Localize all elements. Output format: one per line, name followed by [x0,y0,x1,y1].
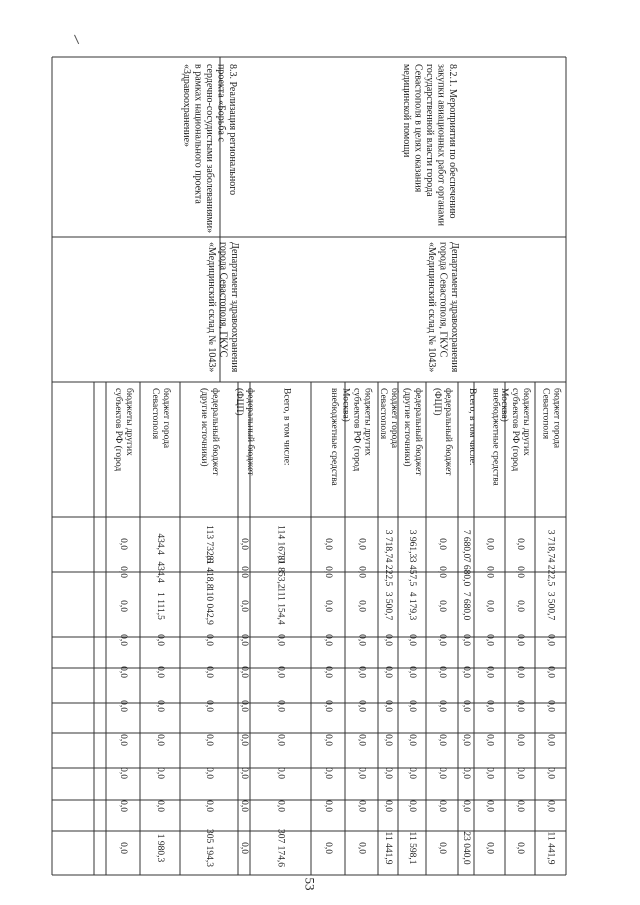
budget-value: 0,0 [238,800,249,812]
budget-value: 0,0 [406,734,417,746]
budget-value: 0,0 [356,634,367,646]
budget-value: 0,0 [154,666,165,678]
budget-value: 0,0 [514,634,525,646]
budget-value: 0,0 [322,600,333,612]
budget-value: 7 680,0 [460,591,471,621]
budget-value: 0,0 [322,700,333,712]
budget-value: 0,0 [203,666,214,678]
measure-name-8-2-1: 8.2.1. Мероприятия по обеспечениюзакупки авиационных работ органамигосударственной власти городаСевастополя в целях оказаниямедицинской помощи [401,64,458,227]
budget-value: 0,0 [484,634,495,646]
budget-value: 0,0 [154,634,165,646]
source-label: федеральный бюджет(другие источники) [199,388,220,476]
budget-value: 0,0 [460,634,471,646]
source-label: бюджет городаСевастополя [540,388,562,449]
budget-value: 0,0 [356,600,367,612]
budget-value: 3 961,3 [406,529,417,559]
source-label: бюджеты другихсубъектов РФ (городМосква) [340,388,373,472]
budget-value: 0,0 [382,734,393,746]
budget-value: 0,0 [484,566,495,578]
budget-value: 0,0 [203,767,214,779]
budget-value: 0,0 [382,700,393,712]
budget-value: 3 718,7 [382,529,393,559]
source-label: внебюджетные средства [490,388,501,486]
budget-value: 0,0 [238,538,249,550]
budget-value: 0,0 [436,800,447,812]
budget-value: 0,0 [356,566,367,578]
budget-value: 0,0 [484,734,495,746]
source-label: внебюджетные средства [329,388,339,486]
budget-value: 0,0 [322,800,333,812]
budget-value: 3 718,7 [545,529,556,559]
budget-value: 0,0 [545,700,556,712]
budget-value: 0,0 [436,734,447,746]
budget-value: 0,0 [203,800,214,812]
budget-value: 4 222,5 [545,557,556,587]
budget-value: 434,4 [154,533,165,555]
budget-value: 305 194,3 [203,829,214,867]
budget-value: 0,0 [356,666,367,678]
budget-value: 0,0 [514,800,525,812]
budget-value: 0,0 [322,566,333,578]
budget-value: 0,0 [275,734,286,746]
budget-value: 113 732,6 [203,525,214,563]
budget-value: 0,0 [382,800,393,812]
page-number: 53 [302,877,318,891]
budget-value: 7 680,0 [460,557,471,587]
budget-value: 0,0 [484,842,495,854]
budget-value: 0,0 [460,666,471,678]
budget-value: 0,0 [154,700,165,712]
source-label: бюджеты другихсубъектов РФ (город [113,388,134,472]
budget-value: 0,0 [484,538,495,550]
source-label: бюджет городаСевастополя [150,388,171,449]
budget-value: 7 680,0 [460,529,471,559]
source-label: Всего, в том числе: [281,388,292,466]
budget-value: 81 418,8 [203,555,214,589]
budget-value: 0,0 [154,767,165,779]
budget-value: 0,0 [382,767,393,779]
budget-value: 0,0 [436,538,447,550]
budget-value: 1 111,5 [154,592,165,620]
budget-value: 0,0 [238,842,249,854]
budget-value: 0,0 [514,767,525,779]
budget-value: 0,0 [117,734,128,746]
budget-value: 0,0 [117,600,128,612]
source-label: федеральный бюджет(другие источники) [402,388,423,476]
budget-value: 0,0 [436,600,447,612]
budget-value: 0,0 [406,767,417,779]
budget-value: 0,0 [545,634,556,646]
source-label: бюджет городаСевастополя [378,388,399,449]
budget-value: 0,0 [322,634,333,646]
budget-value: 11 441,9 [545,831,556,865]
budget-value: 11 598,1 [406,831,417,865]
budget-value: 0,0 [406,800,417,812]
budget-value: 0,0 [117,767,128,779]
budget-value: 0,0 [117,700,128,712]
budget-value: 0,0 [275,666,286,678]
budget-value: 0,0 [436,666,447,678]
budget-value: 0,0 [484,800,495,812]
executor-8-2-1: Департамент здравоохранениягорода Севастополя, ГКУС«Медицинский склад № 1043» [426,242,460,373]
budget-value: 0,0 [275,634,286,646]
budget-value: 0,0 [154,800,165,812]
budget-value: 0,0 [238,566,249,578]
budget-value: 0,0 [460,767,471,779]
budget-value: 0,0 [514,600,525,612]
budget-value: 114 167,0 [275,525,286,563]
budget-value: 3 500,7 [545,591,556,621]
budget-value: 0,0 [322,842,333,854]
budget-value: 4 179,3 [406,591,417,621]
source-label: бюджеты другихсубъектов РФ (городМосква) [499,388,531,472]
budget-value: 0,0 [117,538,128,550]
budget-value: 1 980,3 [154,833,165,863]
budget-value: 0,0 [356,538,367,550]
budget-value: 0,0 [117,842,128,854]
budget-value: 0,0 [203,634,214,646]
budget-value: 0,0 [117,666,128,678]
budget-value: 111 154,4 [275,587,286,625]
budget-value: 0,0 [436,634,447,646]
budget-value: 0,0 [275,700,286,712]
budget-value: 0,0 [356,767,367,779]
budget-value: 4 222,5 [382,557,393,587]
budget-value: 0,0 [203,700,214,712]
budget-value: 0,0 [238,666,249,678]
budget-value: 0,0 [484,600,495,612]
budget-value: 0,0 [460,734,471,746]
budget-value: 0,0 [322,666,333,678]
budget-value: 0,0 [406,700,417,712]
budget-value: 0,0 [322,734,333,746]
budget-value: 0,0 [238,634,249,646]
budget-value: 0,0 [356,800,367,812]
budget-value: 434,4 [154,561,165,583]
budget-value: 0,0 [275,767,286,779]
budget-value: 0,0 [436,566,447,578]
budget-value: 0,0 [514,700,525,712]
budget-value: 0,0 [514,734,525,746]
budget-value: 0,0 [154,734,165,746]
budget-value: 23 040,0 [460,831,471,865]
budget-value: 0,0 [356,700,367,712]
budget-value: 0,0 [238,600,249,612]
budget-value: 0,0 [460,700,471,712]
source-label: федеральный бюджет(ФЦП) [432,388,453,476]
budget-value: 0,0 [545,666,556,678]
source-label: федеральный бюджет(ФЦП) [234,388,255,476]
budget-value: 0,0 [322,767,333,779]
budget-value: 3 457,5 [406,557,417,587]
budget-value: 0,0 [545,734,556,746]
budget-value: 0,0 [117,566,128,578]
budget-value: 0,0 [238,767,249,779]
budget-value: 0,0 [238,734,249,746]
budget-value: 0,0 [382,666,393,678]
budget-value: 0,0 [484,700,495,712]
budget-value: 0,0 [545,800,556,812]
budget-value: 0,0 [514,538,525,550]
measure-name-8-3: 8.3. Реализация региональногопроекта «Борьба ссердечно-сосудистыми заболеваниями»в рамках национального проекта«Здравоохранение» [181,64,238,234]
budget-value: 0,0 [436,700,447,712]
budget-value: 0,0 [484,666,495,678]
budget-value: 0,0 [514,666,525,678]
budget-value: 0,0 [436,842,447,854]
budget-value: 0,0 [514,842,525,854]
budget-value: 0,0 [117,800,128,812]
budget-value: 110 042,9 [203,587,214,625]
budget-value: 0,0 [406,666,417,678]
budget-value: 0,0 [545,767,556,779]
budget-value: 0,0 [238,700,249,712]
budget-value: 0,0 [406,634,417,646]
budget-value: 0,0 [322,538,333,550]
budget-value: 3 500,7 [382,591,393,621]
budget-value: 81 853,2 [275,555,286,589]
budget-value: 0,0 [356,734,367,746]
budget-value: 0,0 [436,767,447,779]
budget-value: 0,0 [514,566,525,578]
budget-value: 0,0 [275,800,286,812]
executor-8-3: Департамент здравоохранениягорода Севастополя, ГКУС«Медицинский склад № 1043» [206,242,240,373]
budget-value: 0,0 [356,842,367,854]
budget-value: 307 174,6 [275,829,286,867]
source-label: Всего, в том числе: [467,388,477,466]
budget-value: 11 441,9 [382,831,393,865]
budget-value: 0,0 [203,734,214,746]
budget-value: 0,0 [460,800,471,812]
budget-value: 0,0 [484,767,495,779]
budget-value: 0,0 [117,634,128,646]
budget-value: 0,0 [382,634,393,646]
